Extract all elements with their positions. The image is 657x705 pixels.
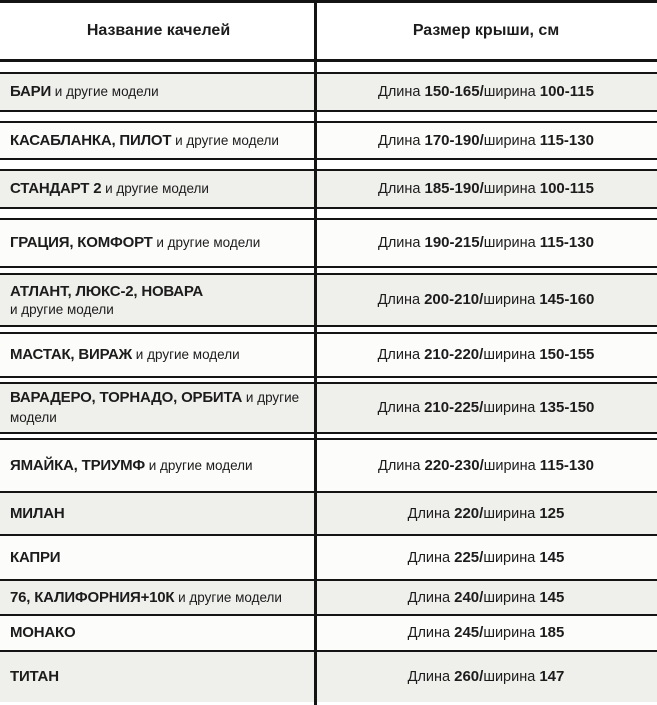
length-value: 210-225 xyxy=(424,399,480,416)
table-row xyxy=(0,491,657,534)
swing-name-suffix: и другие модели xyxy=(171,132,279,148)
swing-name-suffix: и другие модели xyxy=(10,390,300,425)
swing-name-suffix: и другие модели xyxy=(145,457,253,473)
width-value: 115-130 xyxy=(539,234,594,251)
swing-name: МАСТАК, ВИРАЖ xyxy=(10,346,133,363)
swing-name-cell xyxy=(0,584,315,612)
roof-size-cell xyxy=(315,175,657,203)
width-label: ширина xyxy=(483,292,540,308)
length-label: Длина xyxy=(378,181,425,197)
width-label: ширина xyxy=(483,625,540,641)
swing-name: МОНАКО xyxy=(10,624,76,641)
slash: / xyxy=(479,456,484,474)
table-row xyxy=(0,534,657,579)
slash: / xyxy=(479,399,484,416)
swing-name: КАПРИ xyxy=(10,548,61,566)
width-label: ширина xyxy=(483,589,540,606)
roof-size-cell xyxy=(315,663,657,691)
length-value: 240 xyxy=(454,588,480,606)
width-label: ширина xyxy=(483,132,540,149)
swing-name-cell xyxy=(0,544,315,572)
width-value: 100-115 xyxy=(539,180,594,197)
swing-name-cell xyxy=(0,384,315,432)
table-row xyxy=(0,382,657,434)
length-label: Длина xyxy=(378,457,425,474)
roof-size-cell xyxy=(315,286,657,314)
column-divider xyxy=(314,0,317,705)
swing-name-cell xyxy=(0,278,315,323)
swing-name: СТАНДАРТ 2 xyxy=(10,180,102,197)
swing-name-suffix: и другие модели xyxy=(101,181,209,196)
roof-size-cell xyxy=(315,341,657,369)
swing-name: МИЛАН xyxy=(10,504,65,522)
length-label: Длина xyxy=(407,549,455,566)
width-value: 100-115 xyxy=(539,83,594,100)
length-label: Длина xyxy=(407,669,455,685)
swing-name-cell xyxy=(0,619,315,647)
swing-name: ГРАЦИЯ, КОМФОРТ xyxy=(10,234,153,251)
roof-size-cell xyxy=(315,394,657,422)
width-label: ширина xyxy=(483,235,540,251)
slash: / xyxy=(479,548,484,566)
width-label: ширина xyxy=(483,457,540,474)
slash: / xyxy=(479,346,484,363)
swing-name: КАСАБЛАНКА, ПИЛОТ xyxy=(10,131,172,149)
swing-name-suffix: и другие модели xyxy=(152,235,261,250)
width-label: ширина xyxy=(483,400,540,416)
length-value: 150-165 xyxy=(424,83,480,100)
length-label: Длина xyxy=(378,84,425,100)
slash: / xyxy=(479,131,484,149)
table-row xyxy=(0,273,657,327)
swing-name-suffix: и другие модели xyxy=(132,347,240,362)
table-header-row xyxy=(0,0,657,62)
length-value: 210-220 xyxy=(424,346,480,363)
width-label: ширина xyxy=(483,669,540,685)
swing-name-suffix: и другие модели xyxy=(174,589,282,605)
length-label: Длина xyxy=(407,589,455,606)
table-row xyxy=(0,121,657,160)
swing-name-cell xyxy=(0,78,315,106)
table-row xyxy=(0,332,657,378)
width-label: ширина xyxy=(483,505,540,522)
length-value: 170-190 xyxy=(424,131,480,149)
length-label: Длина xyxy=(377,292,425,308)
width-label: ширина xyxy=(483,84,540,100)
width-value: 145 xyxy=(539,588,565,606)
length-value: 220 xyxy=(454,504,480,522)
length-value: 190-215 xyxy=(424,234,480,251)
roof-size-cell xyxy=(315,229,657,257)
table-row xyxy=(0,438,657,491)
slash: / xyxy=(479,291,484,308)
swing-name-suffix: и другие модели xyxy=(10,301,114,317)
length-value: 245 xyxy=(454,624,480,641)
roof-size-cell xyxy=(315,452,657,480)
length-label: Длина xyxy=(377,400,425,416)
width-value: 125 xyxy=(539,504,565,522)
slash: / xyxy=(479,504,484,522)
width-value: 145 xyxy=(539,548,565,566)
roof-size-cell xyxy=(315,127,657,155)
swing-name-suffix: и другие модели xyxy=(51,84,159,99)
slash: / xyxy=(479,83,484,100)
roof-size-cell xyxy=(315,78,657,106)
swing-name: АТЛАНТ, ЛЮКС-2, НОВАРА xyxy=(10,282,204,300)
slash: / xyxy=(479,668,484,685)
width-value: 147 xyxy=(539,668,565,685)
table-row xyxy=(0,72,657,112)
length-label: Длина xyxy=(407,505,455,522)
table-row xyxy=(0,650,657,702)
width-value: 135-150 xyxy=(539,399,595,416)
length-label: Длина xyxy=(378,235,425,251)
width-value: 115-130 xyxy=(539,456,594,474)
length-label: Длина xyxy=(378,132,425,149)
width-value: 185 xyxy=(539,624,565,641)
swing-name: БАРИ xyxy=(10,83,52,100)
swing-name: ТИТАН xyxy=(10,668,59,685)
width-label: ширина xyxy=(483,181,540,197)
width-value: 150-155 xyxy=(539,346,595,363)
width-value: 145-160 xyxy=(539,291,595,308)
length-label: Длина xyxy=(407,625,455,641)
roof-size-cell xyxy=(315,584,657,612)
slash: / xyxy=(479,624,484,641)
table-row xyxy=(0,579,657,614)
header-roof-size: Размер крыши, см xyxy=(412,22,560,39)
slash: / xyxy=(479,180,484,197)
width-label: ширина xyxy=(483,347,540,363)
length-label: Длина xyxy=(377,347,425,363)
roof-size-cell xyxy=(315,500,657,528)
slash: / xyxy=(479,234,484,251)
roof-size-cell xyxy=(315,544,657,572)
swing-name: ВАРАДЕРО, ТОРНАДО, ОРБИТА xyxy=(10,389,243,406)
table-row xyxy=(0,218,657,268)
swing-name-cell xyxy=(0,452,315,480)
slash: / xyxy=(479,588,484,606)
length-value: 185-190 xyxy=(424,180,480,197)
header-swing-name: Название качелей xyxy=(86,22,231,39)
length-value: 225 xyxy=(454,548,480,566)
swing-name: 76, КАЛИФОРНИЯ+10К xyxy=(10,588,175,606)
swing-name-cell xyxy=(0,175,315,203)
swing-name: ЯМАЙКА, ТРИУМФ xyxy=(10,456,145,474)
length-value: 220-230 xyxy=(424,456,480,474)
width-value: 115-130 xyxy=(539,131,594,149)
swing-name-cell xyxy=(0,229,315,257)
length-value: 200-210 xyxy=(424,291,480,308)
swing-name-cell xyxy=(0,663,315,691)
length-value: 260 xyxy=(454,668,480,685)
roof-size-cell xyxy=(315,619,657,647)
swing-name-cell xyxy=(0,127,315,155)
table-row xyxy=(0,614,657,650)
table-row xyxy=(0,169,657,209)
swing-name-cell xyxy=(0,341,315,369)
swing-name-cell xyxy=(0,500,315,528)
width-label: ширина xyxy=(483,549,540,566)
